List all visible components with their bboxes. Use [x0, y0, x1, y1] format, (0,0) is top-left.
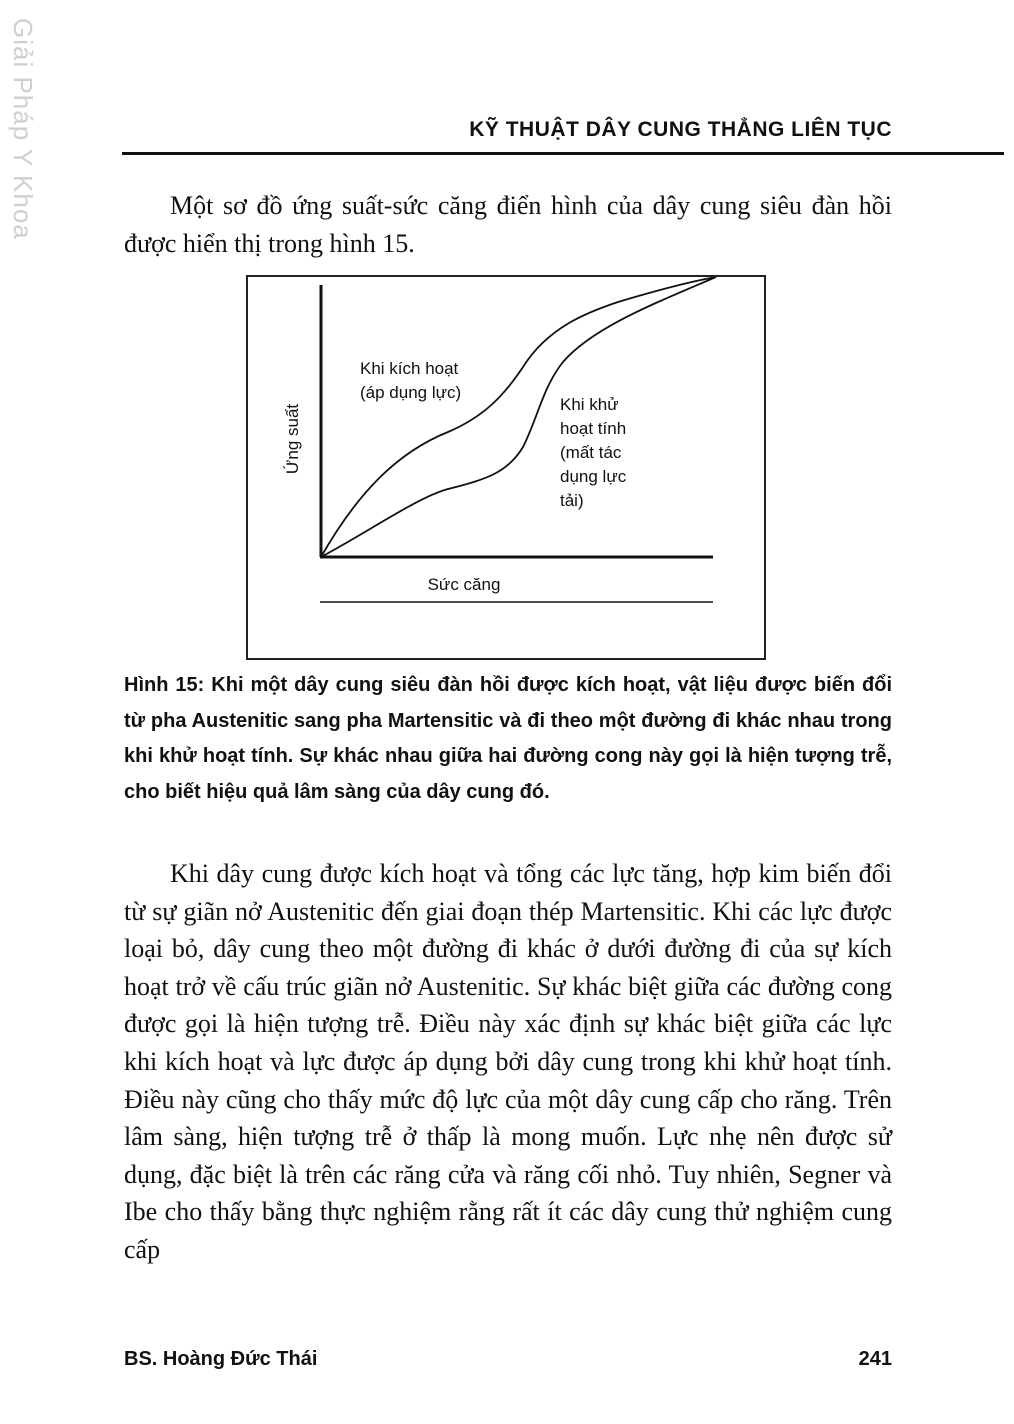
page-number: 241	[858, 1348, 892, 1370]
body-paragraph: Khi dây cung được kích hoạt và tổng các lực tăng, hợp kim biến đổi từ sự giãn nở Austenitic đến giai đoạn thép Martensitic. Khi các lực được loại bỏ, dây cung theo một đường đi khác ở dưới đường đi của sự kích hoạt trở về cấu trúc giãn nở Austenitic. Sự khác biệt giữa các đường cong được gọi là hiện tượng trễ. Điều này xác định sự khác biệt giữa các lực khi kích hoạt và lực được áp dụng bởi dây cung trong khi khử hoạt tính. Điều này cũng cho thấy mức độ lực của một dây cung cấp cho răng. Trên lâm sàng, hiện tượng trễ ở thấp là mong muốn. Lực nhẹ nên được sử dụng, đặc biệt là trên các răng cửa và răng cối nhỏ. Tuy nhiên, Segner và Ibe cho thấy bằng thực nghiệm rằng rất ít các dây cung thử nghiệm cung cấp	[124, 859, 892, 1264]
y-axis-label: Ứng suất	[283, 403, 302, 475]
footer-author: BS. Hoàng Đức Thái	[124, 1348, 318, 1370]
activation-label-line-1: Khi kích hoạt	[360, 359, 459, 378]
deactivation-label-line-2: hoạt tính	[560, 419, 627, 438]
intro-paragraph: Một sơ đồ ứng suất-sức căng điển hình của dây cung siêu đàn hồi được hiển thị trong hình 15.	[124, 191, 892, 258]
figure-15	[246, 275, 766, 660]
activation-curve	[321, 277, 716, 557]
deactivation-label-line-1: Khi khử	[560, 395, 619, 414]
running-header: KỸ THUẬT DÂY CUNG THẲNG LIÊN TỤC	[469, 118, 892, 141]
deactivation-curve	[321, 277, 716, 557]
activation-label-line-2: (áp dụng lực)	[360, 383, 462, 402]
deactivation-label-line-5: tải)	[560, 491, 584, 510]
figure-caption: Hình 15: Khi một dây cung siêu đàn hồi được kích hoạt, vật liệu được biến đổi từ pha Austenitic sang pha Martensitic và đi theo một đường đi khác nhau trong khi khử hoạt tính. Sự khác nhau giữa hai đường cong này gọi là hiện tượng trễ, cho biết hiệu quả lâm sàng của dây cung đó.	[124, 674, 892, 803]
deactivation-label-line-4: dụng lực	[560, 467, 627, 486]
x-axis-label: Sức căng	[427, 575, 501, 594]
header-rule	[122, 152, 1004, 155]
stress-strain-diagram	[248, 277, 764, 658]
watermark: Giải Pháp Y Khoa	[8, 18, 38, 240]
deactivation-label-line-3: (mất tác	[560, 443, 622, 462]
